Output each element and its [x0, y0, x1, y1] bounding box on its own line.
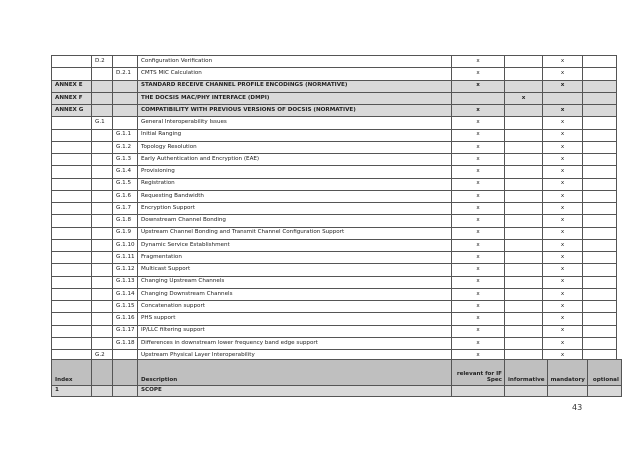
scope-empty-cell — [547, 386, 587, 397]
index-cell — [52, 56, 92, 68]
description-cell: Changing Downstream Channels — [138, 288, 452, 300]
table-row — [52, 129, 617, 141]
relevant-mark: x — [452, 313, 505, 325]
mandatory-mark: x — [543, 337, 583, 349]
description-cell: Topology Resolution — [138, 141, 452, 153]
subsection-cell — [113, 92, 138, 104]
relevant-mark: x — [452, 56, 505, 68]
subsection-cell: G.1.18 — [113, 337, 138, 349]
mandatory-mark: x — [543, 105, 583, 117]
relevant-mark: x — [452, 350, 505, 362]
index-cell: ANNEX E — [52, 80, 92, 92]
table-row — [52, 227, 617, 239]
mandatory-mark: x — [543, 80, 583, 92]
index-cell — [52, 154, 92, 166]
table-row — [52, 325, 617, 337]
optional-mark — [583, 117, 617, 129]
subsection-cell: G.1.1 — [113, 129, 138, 141]
informative-mark — [505, 301, 543, 313]
description-cell: Changing Upstream Channels — [138, 276, 452, 288]
relevant-mark: x — [452, 178, 505, 190]
mandatory-mark — [543, 92, 583, 104]
relevant-mark: x — [452, 325, 505, 337]
compliance-table — [51, 55, 617, 362]
subsection-cell — [113, 105, 138, 117]
index-cell — [52, 215, 92, 227]
scope-empty-cell — [587, 386, 621, 397]
relevant-mark: x — [452, 129, 505, 141]
relevant-mark: x — [452, 141, 505, 153]
relevant-mark: x — [452, 154, 505, 166]
index-cell — [52, 68, 92, 80]
table-row — [52, 337, 617, 349]
description-cell: Multicast Support — [138, 264, 452, 276]
optional-mark — [583, 105, 617, 117]
table-row — [52, 178, 617, 190]
table-row — [52, 68, 617, 80]
header-row — [52, 360, 622, 386]
informative-mark: x — [505, 92, 543, 104]
subsection-cell: G.1.8 — [113, 215, 138, 227]
mandatory-mark: x — [543, 301, 583, 313]
subsection-cell: G.1.4 — [113, 166, 138, 178]
relevant-mark: x — [452, 215, 505, 227]
relevant-mark: x — [452, 105, 505, 117]
optional-mark — [583, 227, 617, 239]
subsection-cell: G.1.12 — [113, 264, 138, 276]
mandatory-mark: x — [543, 203, 583, 215]
optional-mark — [583, 252, 617, 264]
optional-mark — [583, 239, 617, 251]
description-cell: STANDARD RECEIVE CHANNEL PROFILE ENCODINGS (NORMATIVE) — [138, 80, 452, 92]
header-optional: optional — [587, 360, 621, 386]
table-row — [52, 288, 617, 300]
optional-mark — [583, 178, 617, 190]
header-informative: informative — [505, 360, 548, 386]
table-row — [52, 203, 617, 215]
index-cell — [52, 325, 92, 337]
mandatory-mark: x — [543, 252, 583, 264]
scope-empty-cell — [113, 386, 138, 397]
section-cell — [92, 276, 113, 288]
informative-mark — [505, 178, 543, 190]
relevant-mark: x — [452, 166, 505, 178]
index-cell — [52, 301, 92, 313]
index-cell — [52, 178, 92, 190]
index-cell — [52, 337, 92, 349]
section-cell — [92, 178, 113, 190]
optional-mark — [583, 288, 617, 300]
subsection-cell: G.1.13 — [113, 276, 138, 288]
relevant-mark: x — [452, 301, 505, 313]
subsection-cell: G.1.5 — [113, 178, 138, 190]
scope-index: 1 — [52, 386, 92, 397]
section-cell — [92, 80, 113, 92]
informative-mark — [505, 203, 543, 215]
informative-mark — [505, 227, 543, 239]
index-cell — [52, 203, 92, 215]
optional-mark — [583, 337, 617, 349]
index-cell: ANNEX G — [52, 105, 92, 117]
table-row — [52, 264, 617, 276]
index-cell — [52, 227, 92, 239]
table-row — [52, 56, 617, 68]
relevant-mark: x — [452, 68, 505, 80]
header-mandatory: mandatory — [547, 360, 587, 386]
section-cell — [92, 141, 113, 153]
section-cell — [92, 264, 113, 276]
relevant-mark: x — [452, 252, 505, 264]
index-header-table — [51, 359, 622, 397]
optional-mark — [583, 129, 617, 141]
informative-mark — [505, 56, 543, 68]
section-cell — [92, 227, 113, 239]
subsection-cell: G.1.10 — [113, 239, 138, 251]
section-cell — [92, 337, 113, 349]
mandatory-mark: x — [543, 227, 583, 239]
description-cell: Requesting Bandwidth — [138, 190, 452, 202]
subsection-cell: D.2.1 — [113, 68, 138, 80]
informative-mark — [505, 166, 543, 178]
informative-mark — [505, 288, 543, 300]
index-cell — [52, 117, 92, 129]
mandatory-mark: x — [543, 350, 583, 362]
description-cell: Upstream Physical Layer Interoperability — [138, 350, 452, 362]
subsection-cell: G.1.15 — [113, 301, 138, 313]
description-cell: Registration — [138, 178, 452, 190]
informative-mark — [505, 105, 543, 117]
index-cell: ANNEX F — [52, 92, 92, 104]
section-cell — [92, 288, 113, 300]
table-row — [52, 154, 617, 166]
section-cell — [92, 92, 113, 104]
mandatory-mark: x — [543, 264, 583, 276]
scope-empty-cell — [452, 386, 505, 397]
table-row — [52, 301, 617, 313]
description-cell: Encryption Support — [138, 203, 452, 215]
relevant-mark: x — [452, 80, 505, 92]
description-cell: Fragmentation — [138, 252, 452, 264]
scope-empty-cell — [92, 386, 113, 397]
relevant-mark: x — [452, 264, 505, 276]
table-row — [52, 80, 617, 92]
subsection-cell — [113, 56, 138, 68]
mandatory-mark: x — [543, 190, 583, 202]
section-cell: G.1 — [92, 117, 113, 129]
mandatory-mark: x — [543, 68, 583, 80]
subsection-cell — [113, 117, 138, 129]
index-cell — [52, 252, 92, 264]
section-cell — [92, 105, 113, 117]
optional-mark — [583, 301, 617, 313]
informative-mark — [505, 264, 543, 276]
section-cell — [92, 129, 113, 141]
subsection-cell — [113, 80, 138, 92]
mandatory-mark: x — [543, 129, 583, 141]
mandatory-mark: x — [543, 178, 583, 190]
mandatory-mark: x — [543, 239, 583, 251]
table-row — [52, 215, 617, 227]
description-cell: Downstream Channel Bonding — [138, 215, 452, 227]
index-cell — [52, 288, 92, 300]
table-row — [52, 276, 617, 288]
header-empty-cell — [92, 360, 113, 386]
optional-mark — [583, 325, 617, 337]
table-row — [52, 105, 617, 117]
scope-description: SCOPE — [138, 386, 452, 397]
informative-mark — [505, 313, 543, 325]
informative-mark — [505, 276, 543, 288]
optional-mark — [583, 141, 617, 153]
section-cell — [92, 68, 113, 80]
index-cell — [52, 313, 92, 325]
table-row — [52, 117, 617, 129]
subsection-cell: G.1.16 — [113, 313, 138, 325]
mandatory-mark: x — [543, 141, 583, 153]
informative-mark — [505, 80, 543, 92]
optional-mark — [583, 80, 617, 92]
section-cell — [92, 166, 113, 178]
subsection-cell: G.1.6 — [113, 190, 138, 202]
relevant-mark: x — [452, 288, 505, 300]
table-row — [52, 92, 617, 104]
section-cell — [92, 154, 113, 166]
subsection-cell: G.1.2 — [113, 141, 138, 153]
section-cell — [92, 252, 113, 264]
mandatory-mark: x — [543, 325, 583, 337]
mandatory-mark: x — [543, 56, 583, 68]
informative-mark — [505, 190, 543, 202]
optional-mark — [583, 313, 617, 325]
mandatory-mark: x — [543, 313, 583, 325]
index-cell — [52, 129, 92, 141]
informative-mark — [505, 337, 543, 349]
mandatory-mark: x — [543, 215, 583, 227]
optional-mark — [583, 264, 617, 276]
mandatory-mark: x — [543, 288, 583, 300]
header-description: Description — [138, 360, 452, 386]
description-cell: Concatenation support — [138, 301, 452, 313]
informative-mark — [505, 154, 543, 166]
subsection-cell: G.1.17 — [113, 325, 138, 337]
relevant-mark: x — [452, 337, 505, 349]
optional-mark — [583, 92, 617, 104]
mandatory-mark: x — [543, 154, 583, 166]
optional-mark — [583, 190, 617, 202]
description-cell: Configuration Verification — [138, 56, 452, 68]
index-cell — [52, 239, 92, 251]
informative-mark — [505, 117, 543, 129]
table-row — [52, 166, 617, 178]
informative-mark — [505, 141, 543, 153]
table-row — [52, 141, 617, 153]
page-number: 43 — [572, 403, 583, 412]
description-cell: COMPATIBILITY WITH PREVIOUS VERSIONS OF DOCSIS (NORMATIVE) — [138, 105, 452, 117]
section-cell — [92, 313, 113, 325]
informative-mark — [505, 239, 543, 251]
index-cell — [52, 166, 92, 178]
header-index: Index — [52, 360, 92, 386]
subsection-cell: G.1.9 — [113, 227, 138, 239]
informative-mark — [505, 252, 543, 264]
informative-mark — [505, 129, 543, 141]
description-cell: Differences in downstream lower frequency band edge support — [138, 337, 452, 349]
description-cell: Early Authentication and Encryption (EAE) — [138, 154, 452, 166]
mandatory-mark: x — [543, 276, 583, 288]
scope-empty-cell — [505, 386, 548, 397]
description-cell: General Interoperability Issues — [138, 117, 452, 129]
section-cell — [92, 301, 113, 313]
description-cell: Dynamic Service Establishment — [138, 239, 452, 251]
optional-mark — [583, 56, 617, 68]
index-cell — [52, 276, 92, 288]
description-cell: Upstream Channel Bonding and Transmit Channel Configuration Support — [138, 227, 452, 239]
header-empty-cell — [113, 360, 138, 386]
header-relevant: relevant for IF Spec — [452, 360, 505, 386]
section-cell: G.2 — [92, 350, 113, 362]
relevant-mark: x — [452, 190, 505, 202]
scope-row — [52, 386, 622, 397]
section-cell — [92, 325, 113, 337]
optional-mark — [583, 215, 617, 227]
description-cell: Initial Ranging — [138, 129, 452, 141]
subsection-cell: G.1.14 — [113, 288, 138, 300]
index-cell — [52, 190, 92, 202]
section-cell: D.2 — [92, 56, 113, 68]
relevant-mark: x — [452, 239, 505, 251]
relevant-mark: x — [452, 117, 505, 129]
optional-mark — [583, 276, 617, 288]
mandatory-mark: x — [543, 117, 583, 129]
index-cell — [52, 141, 92, 153]
optional-mark — [583, 203, 617, 215]
description-cell: THE DOCSIS MAC/PHY INTERFACE (DMPI) — [138, 92, 452, 104]
index-cell — [52, 264, 92, 276]
relevant-mark: x — [452, 227, 505, 239]
relevant-mark: x — [452, 276, 505, 288]
relevant-mark — [452, 92, 505, 104]
subsection-cell: G.1.7 — [113, 203, 138, 215]
description-cell: PHS support — [138, 313, 452, 325]
section-cell — [92, 239, 113, 251]
section-cell — [92, 215, 113, 227]
table-row — [52, 239, 617, 251]
relevant-mark: x — [452, 203, 505, 215]
description-cell: CMTS MIC Calculation — [138, 68, 452, 80]
description-cell: IP/LLC filtering support — [138, 325, 452, 337]
description-cell: Provisioning — [138, 166, 452, 178]
section-cell — [92, 190, 113, 202]
subsection-cell: G.1.11 — [113, 252, 138, 264]
informative-mark — [505, 215, 543, 227]
optional-mark — [583, 68, 617, 80]
informative-mark — [505, 325, 543, 337]
section-cell — [92, 203, 113, 215]
optional-mark — [583, 166, 617, 178]
table-row — [52, 313, 617, 325]
table-row — [52, 190, 617, 202]
table-row — [52, 252, 617, 264]
subsection-cell: G.1.3 — [113, 154, 138, 166]
optional-mark — [583, 154, 617, 166]
informative-mark — [505, 68, 543, 80]
mandatory-mark: x — [543, 166, 583, 178]
